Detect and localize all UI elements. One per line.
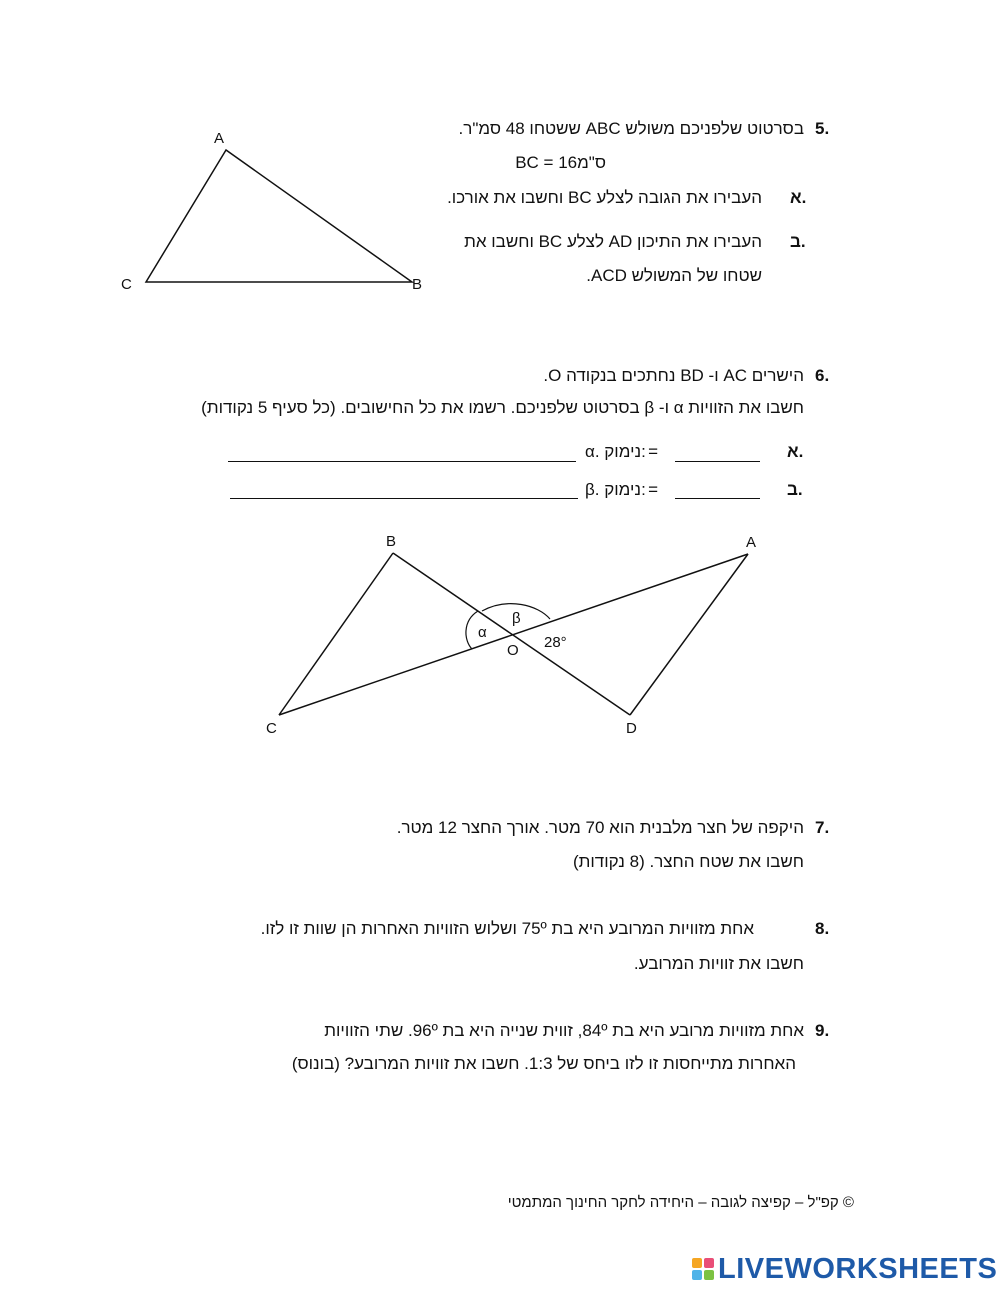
intersecting-lines-figure — [250, 525, 780, 745]
q8-text-line1: אחת מזוויות המרובע היא בת 75º ושלוש הזוויות האחרות הן שוות זו לזו. — [260, 919, 754, 938]
liveworksheets-logo[interactable] — [692, 1254, 997, 1284]
q6-a-label: א. — [787, 442, 804, 461]
angle-28-label: 28° — [544, 634, 567, 651]
beta-answer-blank[interactable] — [675, 498, 760, 499]
q6-a-text: α. נימוק: — [585, 442, 646, 461]
q5-b-text-line2: שטחו של המשולש ACD. — [586, 266, 762, 285]
footer-copyright: © קפ"ל – קפיצה לגובה – היחידה לחקר החינוך המתמטי — [507, 1194, 854, 1211]
point-o-label: O — [507, 642, 519, 659]
q5-b-text-line1: העבירו את התיכון AD לצלע BC וחשבו את — [464, 232, 762, 251]
q6-a-eq: = — [648, 442, 658, 461]
brand-name: LIVEWORKSHEETS — [718, 1252, 998, 1285]
triangle-abc-figure — [110, 120, 440, 300]
alpha-label: α — [478, 624, 487, 641]
q6-text-line1: הישרים AC ו- BD נחתכים בנקודה O. — [543, 366, 804, 385]
q5-number: 5. — [815, 119, 830, 138]
q5-a-text: העבירו את הגובה לצלע BC וחשבו את אורכו. — [447, 188, 762, 207]
beta-reason-blank[interactable] — [230, 498, 578, 499]
alpha-arc — [466, 611, 478, 649]
q7-number: 7. — [815, 818, 830, 837]
alpha-answer-blank[interactable] — [675, 461, 760, 462]
point-a-label: A — [746, 534, 757, 551]
beta-label: β — [512, 610, 521, 627]
line-bd — [393, 553, 630, 715]
triangle-abc — [146, 150, 412, 282]
q5-text: בסרטוט שלפניכם משולש ABC ששטחו 48 סמ"ר. — [458, 119, 804, 138]
q7-text-line2: חשבו את שטח החצר. (8 נקודות) — [572, 852, 804, 871]
alpha-reason-blank[interactable] — [228, 461, 576, 462]
q9-text-line2: האחרות מתייחסות זו לזו ביחס של 1:3. חשבו את זוויות המרובע? (בונוס) — [291, 1054, 796, 1073]
q5-b-label: ב. — [790, 232, 806, 251]
segment-bc — [279, 553, 393, 715]
point-d-label: D — [626, 720, 637, 737]
q7-text-line1: היקפה של חצר מלבנית הוא 70 מטר. אורך החצר 12 מטר. — [396, 818, 804, 837]
q8-text-line2: חשבו את זוויות המרובע. — [633, 954, 804, 973]
q6-b-eq: = — [648, 480, 658, 499]
q6-b-text: β. נימוק: — [585, 480, 646, 499]
line-ca — [279, 554, 748, 715]
point-b-label: B — [386, 533, 397, 550]
vertex-c-label: C — [121, 276, 132, 293]
q9-number: 9. — [815, 1021, 830, 1040]
point-c-label: C — [266, 720, 277, 737]
q8-number: 8. — [815, 919, 830, 938]
q6-b-label: ב. — [787, 480, 803, 499]
vertex-b-label: B — [412, 276, 423, 293]
q6-text-line2: חשבו את הזוויות α ו- β בסרטוט שלפניכם. רשמו את כל החישובים. (כל סעיף 5 נקודות) — [201, 398, 804, 417]
q5-a-label: א. — [790, 188, 807, 207]
q5-given: BC = 16ס"מ — [515, 153, 606, 172]
segment-ad — [630, 554, 748, 715]
vertex-a-label: A — [214, 130, 225, 147]
brand-grid-icon — [692, 1258, 714, 1280]
q9-text-line1: אחת מזוויות מרובע היא בת 84º, זווית שנייה היא בת 96º. שתי הזוויות — [324, 1021, 804, 1040]
q6-number: 6. — [815, 366, 830, 385]
